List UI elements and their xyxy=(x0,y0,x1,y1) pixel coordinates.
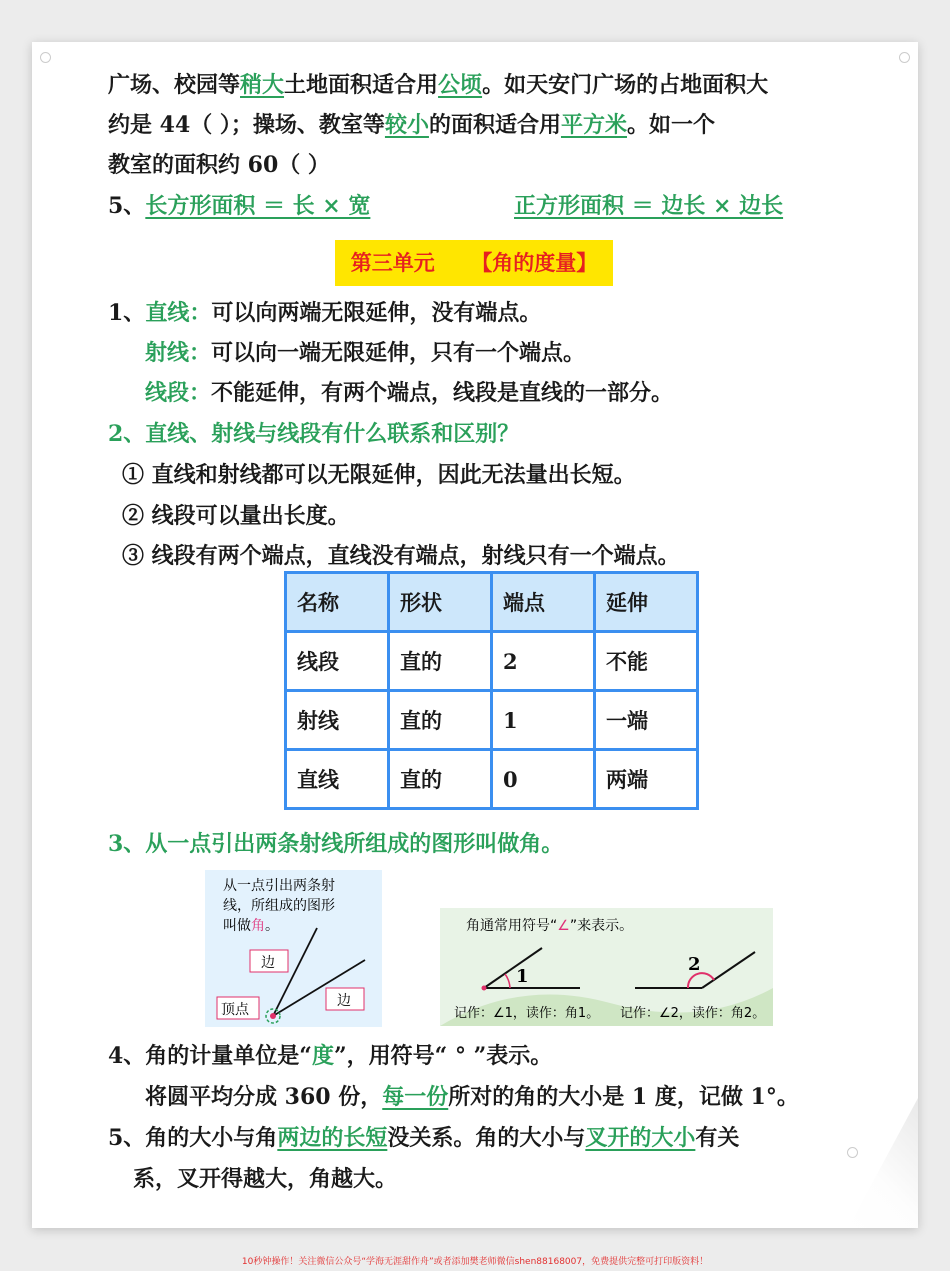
table-cell: 射线 xyxy=(286,691,389,750)
q2-item-2: ② 线段可以量出长度。 xyxy=(122,503,350,529)
lines-comparison-table xyxy=(284,571,699,810)
angle1-side-upper xyxy=(484,948,542,988)
table-cell: 1 xyxy=(492,691,595,750)
vertex-label: 顶点 xyxy=(221,1002,249,1018)
table-cell: 一端 xyxy=(595,691,698,750)
q5-line-2: 系，叉开得越大，角越大。 xyxy=(133,1166,398,1192)
q4-line-2: 将圆平均分成 360 份，每一份所对的角的大小是 1 度，记做 1°。 xyxy=(145,1084,799,1110)
angle1-arc xyxy=(505,974,510,988)
angle2-notation: 记作：∠2，读作：角2。 xyxy=(620,1006,766,1021)
table-cell: 直的 xyxy=(389,691,492,750)
q2-item-1: ① 直线和射线都可以无限延伸，因此无法量出长短。 xyxy=(122,462,636,488)
table-cell: 直的 xyxy=(389,750,492,809)
q1-segment-definition: 线段：不能延伸，有两个端点，线段是直线的一部分。 xyxy=(145,380,674,406)
table-row xyxy=(286,632,698,691)
area-text-line-3: 教室的面积约 60（ ） xyxy=(108,152,330,178)
q5-line-1: 5、角的大小与角两边的长短没关系。角的大小与叉开的大小有关 xyxy=(108,1125,740,1151)
angle-notation-figure xyxy=(440,908,773,1026)
figure-caption-line-3: 叫做角。 xyxy=(223,918,279,934)
angle2-side-upper xyxy=(702,952,755,988)
pin-top-left xyxy=(40,52,51,63)
table-row xyxy=(286,691,698,750)
table-cell: 2 xyxy=(492,632,595,691)
table-header-cell: 端点 xyxy=(492,573,595,632)
unit-banner: 第三单元 【角的度量】 xyxy=(335,240,613,286)
table-cell: 不能 xyxy=(595,632,698,691)
pin-top-right xyxy=(899,52,910,63)
q2-title: 2、直线、射线与线段有什么联系和区别？ xyxy=(108,421,520,447)
table-cell: 直的 xyxy=(389,632,492,691)
angle2-number: 2 xyxy=(688,954,701,975)
q1-ray-definition: 射线：可以向一端无限延伸，只有一个端点。 xyxy=(145,340,586,366)
angle2-arc xyxy=(688,973,714,988)
angle-diagram-1 xyxy=(205,870,382,1027)
area-text-line-2: 约是 44（ ）；操场、教室等较小的面积适合用平方米。如一个 xyxy=(108,112,715,138)
rectangle-area-formula: 长方形面积 ＝ 长 × 宽 xyxy=(145,193,371,219)
square-area-formula: 正方形面积 ＝ 边长 × 边长 xyxy=(514,193,784,219)
q1-line-definition: 1、直线：可以向两端无限延伸，没有端点。 xyxy=(108,300,542,326)
q4-line-1: 4、角的计量单位是“度”，用符号“ ° ”表示。 xyxy=(108,1043,553,1069)
q2-item-3: ③ 线段有两个端点，直线没有端点，射线只有一个端点。 xyxy=(122,543,680,569)
angle-diagram-2 xyxy=(440,908,773,1026)
table-header-row xyxy=(286,573,698,632)
table-cell: 直线 xyxy=(286,750,389,809)
symbol-caption: 角通常用符号“∠”来表示。 xyxy=(466,918,634,934)
figure-caption-line-2: 线，所组成的图形 xyxy=(223,898,335,914)
page-curl xyxy=(848,1098,918,1228)
angle1-number: 1 xyxy=(516,966,529,987)
figure-caption-line-1: 从一点引出两条射 xyxy=(223,878,335,894)
side-label-2: 边 xyxy=(337,993,351,1009)
angle1-vertex xyxy=(482,986,487,991)
formula-line: 5、长方形面积 ＝ 长 × 宽 xyxy=(108,193,371,219)
angle1-notation: 记作：∠1，读作：角1。 xyxy=(454,1006,600,1021)
q3-title: 3、从一点引出两条射线所组成的图形叫做角。 xyxy=(108,831,564,857)
pin-bottom-right xyxy=(847,1147,858,1158)
area-text-line-1: 广场、校园等稍大土地面积适合用公顷。如天安门广场的占地面积大 xyxy=(108,72,769,98)
table-cell: 0 xyxy=(492,750,595,809)
side-label-1: 边 xyxy=(261,955,275,971)
table-header-cell: 名称 xyxy=(286,573,389,632)
table-header-cell: 延伸 xyxy=(595,573,698,632)
vertex-dot xyxy=(270,1013,276,1019)
table-header-cell: 形状 xyxy=(389,573,492,632)
table-cell: 两端 xyxy=(595,750,698,809)
angle-definition-figure xyxy=(205,870,382,1027)
table-row xyxy=(286,750,698,809)
table-cell: 线段 xyxy=(286,632,389,691)
promo-footer: 10秒钟操作！关注微信公众号“学海无涯甜作舟”或者添加樊老师微信shen88168007，免费提供完整可打印版资料！ xyxy=(241,1257,709,1267)
